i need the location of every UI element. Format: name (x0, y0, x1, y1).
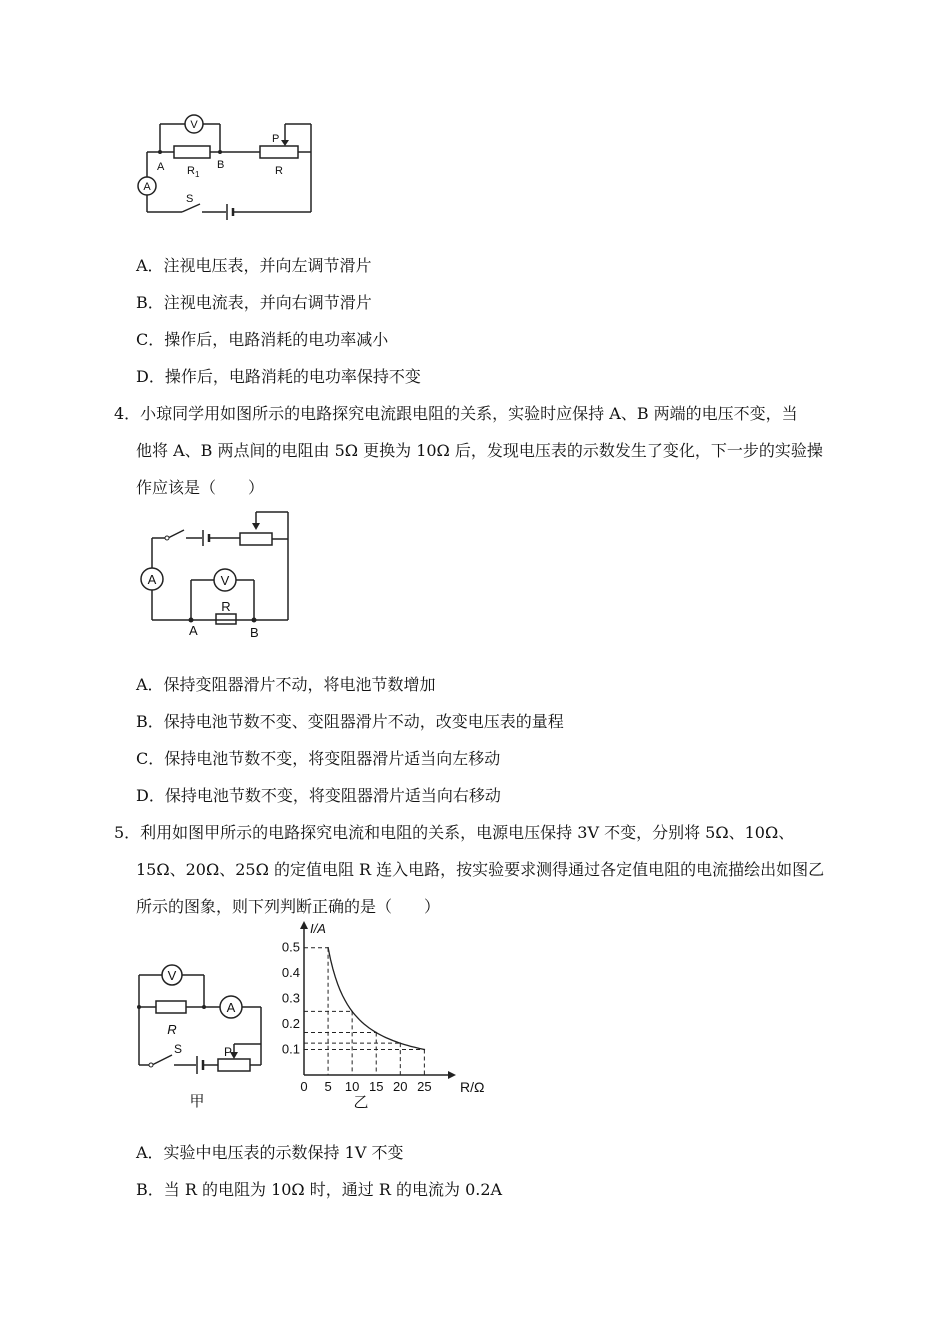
q5-text-line-1: 5．利用如图甲所示的电路探究电流和电阻的关系，电源电压保持 3V 不变，分别将 5Ω、10Ω、 (114, 823, 795, 842)
x-tick-label: 25 (417, 1079, 432, 1094)
resistor-r-label: R (167, 1022, 177, 1037)
data-point (351, 1011, 353, 1013)
q4-text-line-1: 4．小琼同学用如图所示的电路探究电流跟电阻的关系，实验时应保持 A、B 两端的电压不变，当 (114, 404, 798, 423)
ammeter-label: A (147, 572, 157, 587)
ammeter-label: A (226, 1000, 236, 1015)
q3-option-c: C．操作后，电路消耗的电功率减小 (136, 330, 389, 349)
figure-caption-yi: 乙 (353, 1094, 369, 1111)
x-tick-label: 20 (393, 1079, 408, 1094)
q4-circuit-diagram (136, 508, 306, 643)
q4-option-b: B．保持电池节数不变、变阻器滑片不动，改变电压表的量程 (136, 712, 564, 731)
q5-circuit-jia (134, 960, 274, 1110)
q3-option-b: B．注视电流表，并向右调节滑片 (136, 293, 372, 312)
point-a-label: A (189, 623, 198, 638)
q3-option-a: A．注视电压表，并向左调节滑片 (136, 256, 372, 275)
x-tick-label: 5 (324, 1079, 332, 1094)
switch-s-label: S (174, 1042, 183, 1056)
x-tick-label: 15 (368, 1079, 384, 1094)
x-axis-label: R/Ω (460, 1079, 485, 1095)
q3-option-d: D．操作后，电路消耗的电功率保持不变 (136, 367, 421, 386)
y-axis-arrow (300, 921, 308, 929)
x-axis-arrow (448, 1071, 456, 1079)
voltmeter-label: V (220, 573, 230, 588)
rheostat-r-label: R (275, 165, 283, 177)
q5-text-line-2: 15Ω、20Ω、25Ω 的定值电阻 R 连入电路，按实验要求测得通过各定值电阻的电流描绘出如图乙 (136, 860, 825, 879)
x-tick-label: 10 (344, 1079, 360, 1094)
q4-option-d: D．保持电池节数不变，将变阻器滑片适当向右移动 (136, 786, 501, 805)
point-b-label: B (217, 159, 225, 171)
slider-p-label: P (224, 1045, 233, 1059)
q5-text-line-3: 所示的图象，则下列判断正确的是（ ） (136, 897, 441, 916)
voltmeter-label: V (190, 119, 198, 131)
voltmeter-label: V (167, 968, 177, 983)
y-tick-label: 0.1 (281, 1041, 300, 1057)
q4-option-c: C．保持电池节数不变，将变阻器滑片适当向左移动 (136, 749, 501, 768)
data-point (327, 947, 329, 949)
y-tick-label: 0.2 (281, 1016, 300, 1032)
resistor-r1-label: R (187, 165, 195, 177)
switch-s-label: S (186, 193, 194, 205)
y-tick-label: 0.3 (281, 990, 300, 1006)
point-a-label: A (157, 161, 165, 173)
q5-option-a: A．实验中电压表的示数保持 1V 不变 (136, 1143, 404, 1162)
slider-p-label: P (272, 133, 280, 145)
resistor-r1-subscript: 1 (195, 170, 200, 179)
resistor-r-label: R (221, 599, 231, 614)
ammeter-label: A (143, 181, 151, 193)
data-point (399, 1042, 401, 1044)
y-tick-label: 0.4 (281, 965, 300, 981)
figure-caption-jia: 甲 (189, 1093, 205, 1110)
point-b-label: B (250, 625, 259, 640)
data-point (424, 1049, 426, 1051)
q4-option-a: A．保持变阻器滑片不动，将电池节数增加 (136, 675, 436, 694)
x-tick-label: 0 (300, 1079, 308, 1094)
y-axis-label: I/A (310, 921, 326, 936)
q5-option-b: B．当 R 的电阻为 10Ω 时，通过 R 的电流为 0.2A (136, 1180, 503, 1199)
q4-text-line-3: 作应该是（ ） (136, 478, 265, 497)
data-point (375, 1032, 377, 1034)
q4-text-line-2: 他将 A、B 两点间的电阻由 5Ω 更换为 10Ω 后，发现电压表的示数发生了变化，下一步的实验操 (136, 441, 823, 460)
y-tick-label: 0.5 (281, 939, 300, 955)
q5-graph-yi (270, 921, 485, 1111)
q3-circuit-diagram (130, 112, 330, 222)
